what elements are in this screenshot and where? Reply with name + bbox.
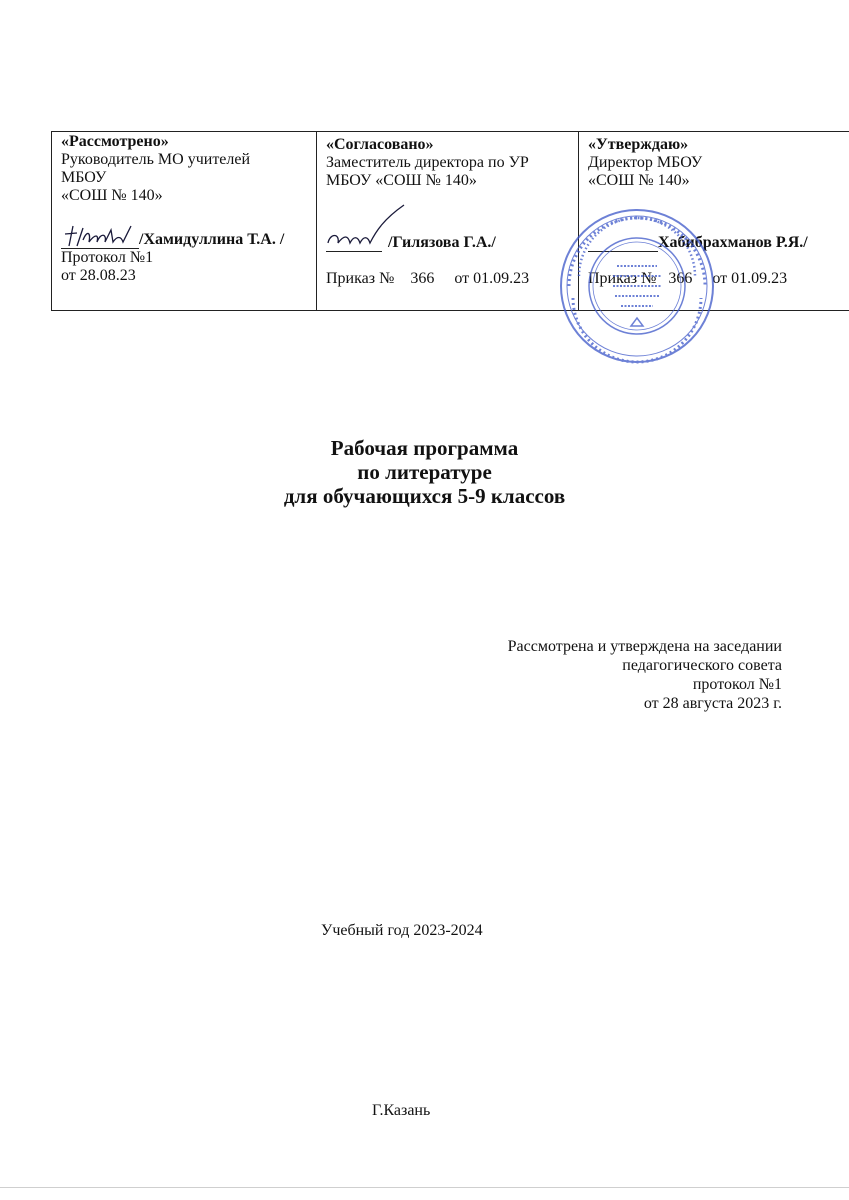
reviewed-protocol: Протокол №1	[61, 249, 154, 266]
council-approval-note	[508, 637, 782, 713]
council-line-1: Рассмотрена и утверждена на заседании	[507, 638, 782, 655]
reviewed-signature	[61, 230, 139, 249]
reviewed-signature-row	[61, 227, 308, 249]
reviewed-signer-name: /Хамидуллина Т.А. /	[139, 231, 285, 248]
approved-line-1: Директор МБОУ	[588, 154, 703, 171]
agreed-order-label: Приказ №	[326, 270, 395, 287]
agreed-order-date: от 01.09.23	[454, 270, 530, 287]
council-line-4: от 28 августа 2023 г.	[643, 695, 782, 712]
agreed-line-2: МБОУ «СОШ № 140»	[326, 172, 477, 189]
reviewed-line-2: МБОУ	[61, 169, 107, 186]
reviewed-line-3: «СОШ № 140»	[61, 187, 163, 204]
reviewed-heading: «Рассмотрено»	[61, 133, 169, 150]
agreed-heading: «Согласовано»	[326, 136, 434, 153]
approval-table	[51, 131, 849, 311]
council-line-2: педагогического совета	[622, 657, 782, 674]
agreed-signature	[326, 233, 382, 252]
agreed-signer-name: /Гилязова Г.А./	[388, 234, 496, 251]
approved-order-date: от 01.09.23	[712, 270, 788, 287]
agreed-line-1: Заместитель директора по УР	[326, 154, 529, 171]
approval-cell-agreed	[317, 132, 579, 311]
approved-signer-name: Хабибрахманов Р.Я./	[658, 234, 808, 251]
title-line-3: для обучающихся 5-9 классов	[283, 484, 566, 508]
approved-order-label: Приказ №	[588, 270, 657, 287]
city: Г.Казань	[372, 1102, 431, 1119]
approved-heading: «Утверждаю»	[588, 136, 689, 153]
council-line-3: протокол №1	[692, 676, 782, 693]
reviewed-line-1: Руководитель МО учителей	[61, 151, 251, 168]
reviewed-date: от 28.08.23	[61, 267, 136, 284]
title-line-1: Рабочая программа	[330, 436, 519, 460]
agreed-order-number: 366	[410, 270, 435, 287]
title-line-2: по литературе	[357, 460, 492, 484]
school-seal-stamp	[557, 206, 717, 366]
document-title	[0, 436, 849, 508]
approval-cell-reviewed	[52, 132, 317, 311]
approved-order-number: 366	[668, 270, 693, 287]
agreed-signature-row	[326, 230, 570, 252]
approved-line-2: «СОШ № 140»	[588, 172, 690, 189]
agreed-order-row	[326, 270, 570, 288]
academic-year: Учебный год 2023-2024	[321, 922, 483, 939]
scan-edge-line	[0, 1187, 849, 1188]
